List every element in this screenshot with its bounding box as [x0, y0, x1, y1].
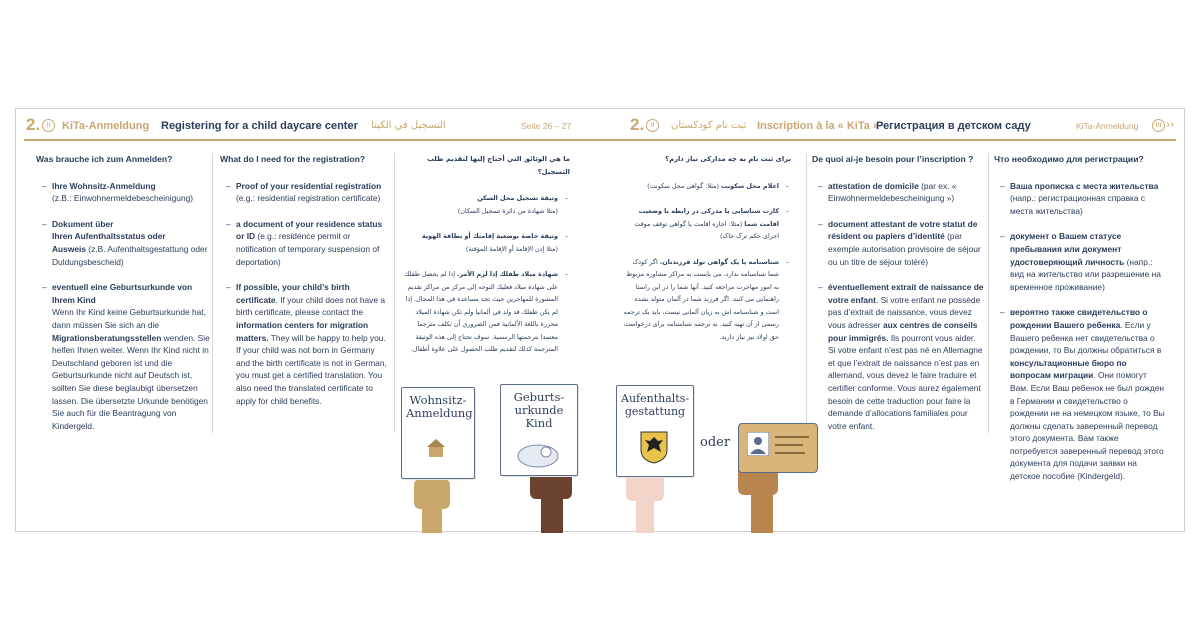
- card-birth-certificate: [500, 384, 578, 476]
- column-divider: [988, 153, 989, 433]
- column-divider: [394, 153, 395, 433]
- list-item: – Dokument über Ihren Aufenthaltsstatus oder Ausweis (z.B. Aufenthaltsgestattung oder Duldungsbescheid): [42, 218, 208, 267]
- id-photo-icon: [747, 432, 769, 456]
- hand-1: [414, 479, 450, 509]
- list-item: – a document of your residence status or ID (e.g.: residence permit or notification of temporary suspension of deportation): [226, 218, 383, 267]
- card-residence-permit: [616, 385, 694, 477]
- card-label: Aufenthalts- gestattung: [621, 392, 690, 418]
- list-item: – وثيقة تسجيل محل السكن (مثلا شهادة من دائرة تسجيل السكان): [457, 194, 568, 215]
- list-item: – شناسنامه یا یک گواهی تولد فرزندتان. اگر کودک شما شناسنامه ندارد، می بایست به مراکز مشاوره مربوط به امور مهاجرت مراجعه کنید. آنها شما را در این راستا راهنمایی می کنند. اگر فرزند شما در آلمان متولد نشده است و شناسنامه اش به زبان آلمانی نیست، باید یک ترجمه رسمی از آن تهیه کنید. به ترجمه شناسنامه برای درخواست حق اولاد نیز نیاز دارید.: [623, 257, 789, 341]
- heading-fa: برای ثبت نام به چه مدارکی نیاز دارم؟: [665, 155, 791, 163]
- list-item: – вероятно также свидетельство о рождении Вашего ребенка. Если у Вашего ребенка нет свидетельства о рождении, то Вы должны обратиться в консультационные бюро по вопросам миграции. Они помогут Вам. Если Ваш ребенок не был рожден в Германии и свидетельство о рождении не на немецком языке, то Вы должны сделать заверенный перевод этого документа. Вам также потребуется заверенный перевод этого документа для подачи заявки на детское пособие (Kindergeld).: [1000, 307, 1165, 482]
- heading-fr: De quoi ai-je besoin pour l’inscription ?: [812, 154, 974, 164]
- column-russian: [994, 153, 1166, 496]
- heading-ru: Что необходимо для регистрации?: [994, 154, 1144, 164]
- chapter-badge-right: II: [646, 119, 659, 132]
- list-item: – شهادة ميلاد طفلك إذا لزم الأمر. إذا لم يحصل طفلك على شهادة ميلاد فعليك التوجه إلى مركز من مراكز تقديم المشورة للمهاجرين حيث تجد مساعدة في هذا المجال. إذا لم يكن طفلك قد ولد في ألمانيا ولم تكن شهادة الميلاد محررة باللغة الألمانية فمن الضروري أن تكلف مترجما معتمدا بترجمتها الرسمية. سوف تحتاج إلى هذه الوثيقة المترجمة كذلك لتقديم طلب الحصول على علاوة أطفال.: [404, 270, 568, 353]
- header-title-fr: Inscription à la « KiTa »: [757, 120, 880, 132]
- list-item: – کارت شناسایی یا مدرکی در رابطه با وضعیت اقامت شما (مثلا: اجازه اقامت یا گواهی توقف موقت اجرای حکم ترک خاک): [634, 207, 789, 240]
- hand-3: [626, 473, 664, 501]
- header-small-title: KiTa-Anmeldung: [1076, 121, 1139, 131]
- card-residence-registration: [401, 387, 475, 479]
- heading-ar: ما هي الوثائق التي أحتاج إليها لتقديم طلب التسجيل؟: [427, 155, 570, 176]
- chapter-number-right: 2. II: [630, 115, 659, 135]
- next-chevron-icon[interactable]: ››: [1166, 117, 1174, 131]
- id-card: [738, 423, 818, 473]
- list-item: – document attestant de votre statut de résident ou papiers d’identité (par exemple autorisation provisoire de séjour ou un titre de séjour toléré): [818, 218, 981, 267]
- column-divider: [806, 153, 807, 433]
- list-item: – attestation de domicile (par ex. « Einwohnermeldebescheinigung »): [818, 180, 957, 204]
- column-arabic: [400, 153, 570, 369]
- column-divider: [212, 153, 213, 433]
- brochure-spread: [15, 108, 1185, 532]
- card-label: Geburts- urkunde Kind: [513, 390, 565, 430]
- chapter-badge-left: II: [42, 119, 55, 132]
- chapter-badge-right-small: III: [1150, 119, 1165, 132]
- header-title-de: KiTa-Anmeldung: [62, 120, 150, 132]
- list-item: – éventuellement extrait de naissance de votre enfant. Si votre enfant ne possède pas d’extrait de naissance, vous devez vous adresser aux centres de conseils pour immigrés. Ils pourront vous aider. Si votre enfant n’est pas né en Allemagne et que l’extrait de naissance n’est pas en allemand, vous devez le faire traduire et certifier conforme. Vous aurez également besoin de cette traduction pour faire la demande d’allocations familiales pour votre enfant.: [818, 282, 984, 431]
- heading-en: What do I need for the registration?: [220, 154, 366, 164]
- arm-4: [751, 489, 773, 533]
- column-english: [220, 153, 390, 420]
- id-line: [775, 436, 809, 438]
- baby-icon: [515, 441, 561, 471]
- column-french: [812, 153, 984, 445]
- oder-label: oder: [700, 435, 731, 450]
- house-icon: [426, 438, 446, 458]
- card-label: Wohnsitz- Anmeldung: [406, 393, 473, 420]
- list-item: – If possible, your child’s birth certificate. If your child does not have a birth certificate, please contact the information centers for migration matters. They will be happy to help you. If your child was not born in Germany and the birth certificate is not in German, you must get a certified translation. You also need the translated certificate to apply for child benefits.: [226, 282, 387, 406]
- chapter-number-left: 2. II: [26, 115, 55, 135]
- page-header: [16, 109, 1184, 139]
- id-line: [775, 444, 803, 446]
- list-item: – документ о Вашем статусе пребывания или документ удостоверяющий личность (напр.: вид на жительство или разрешение на временное проживание): [1000, 231, 1161, 292]
- page-range: Seite 26 – 27: [521, 121, 572, 131]
- list-item: – Ihre Wohnsitz-Anmeldung (z.B.: Einwohnermeldebescheinigung): [42, 180, 194, 204]
- column-farsi: [621, 153, 791, 356]
- header-title-ar: التسجيل في الكيتا: [371, 120, 446, 131]
- list-item: – وثيقة خاصة بوضعية إقامتك أو بطاقة الهوية (مثلا إذن الإقامة أو الإقامة المؤقتة): [421, 232, 568, 253]
- list-item: – اعلام محل سکونت (مثلا: گواهی محل سکونت): [647, 181, 789, 190]
- column-german: [36, 153, 211, 445]
- eagle-emblem-icon: [639, 430, 669, 464]
- list-item: – eventuell eine Geburtsurkunde von Ihrem Kind Wenn Ihr Kind keine Geburtsurkunde hat, dann müssen Sie sich an die Migrationsberatungsstellen wenden. Sie helfen Ihnen weiter. Wenn Ihr Kind nicht in Deutschland geboren ist und die Geburtsurkunde nicht auf Deutsch ist, sollten Sie diese beglaubigt übersetzen lassen. Die übersetzte Urkunde benötigen Sie auch für die Beantragung von Kindergeld.: [42, 282, 210, 431]
- heading-de: Was brauche ich zum Anmelden?: [36, 154, 173, 164]
- id-line: [775, 452, 805, 454]
- list-item: – Proof of your residential registration (e.g.: residential registration certificate): [226, 180, 382, 204]
- header-title-ru: Регистрация в детском саду: [876, 120, 1031, 132]
- header-title-en: Registering for a child daycare center: [161, 120, 358, 132]
- header-title-fa: ثبت نام کودکستان: [671, 120, 747, 131]
- header-rule: [24, 139, 1176, 141]
- list-item: – Ваша прописка с места жительства (напр.: регистрационная справка с места жительства): [1000, 180, 1159, 216]
